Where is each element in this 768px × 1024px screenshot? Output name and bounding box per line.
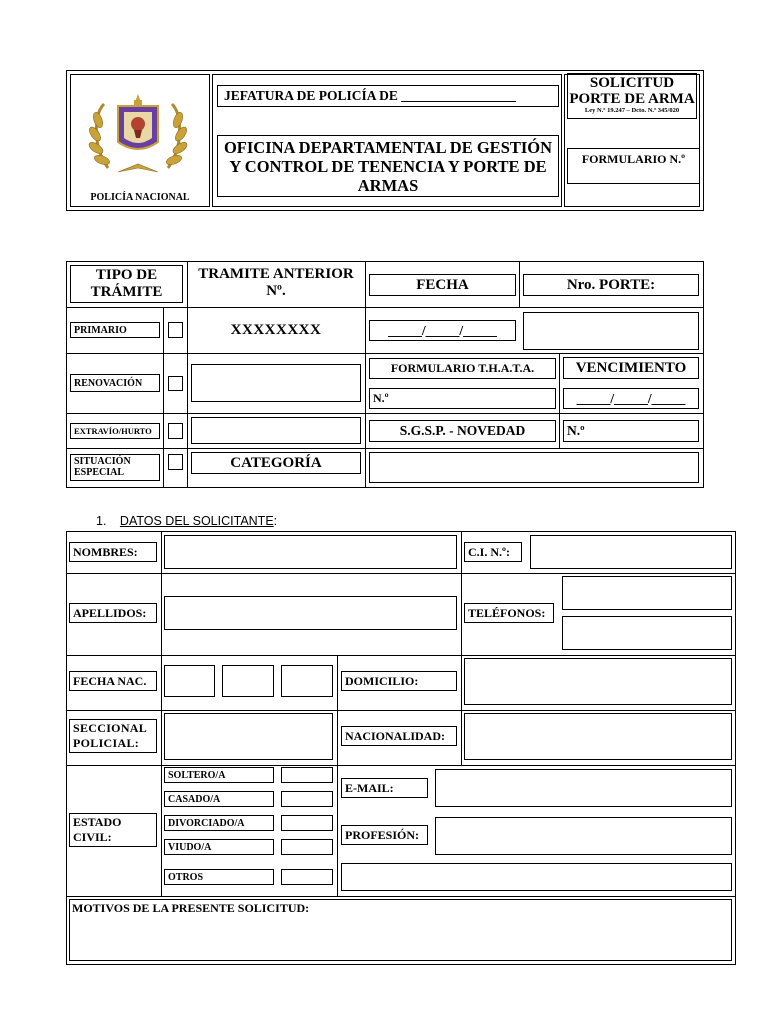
extravio-label: EXTRAVÍO/HURTO xyxy=(70,423,160,439)
motivos-label: MOTIVOS DE LA PRESENTE SOLICITUD: xyxy=(72,901,310,915)
nacionalidad-label: NACIONALIDAD: xyxy=(341,726,457,746)
solicitante-vrule xyxy=(161,531,162,896)
profesion-label: PROFESIÓN: xyxy=(341,825,428,845)
section-title-colon: : xyxy=(273,514,278,528)
renovacion-checkbox[interactable] xyxy=(168,376,183,391)
profesion-field[interactable] xyxy=(435,817,732,855)
section-title-text: DATOS DEL SOLICITANTE xyxy=(119,514,274,528)
tramite-vrule xyxy=(187,261,188,307)
vencimiento-field[interactable]: _____/_____/_____ xyxy=(563,388,699,409)
tramite-vrule xyxy=(365,261,366,488)
solicitante-rule xyxy=(66,573,736,574)
nombres-field[interactable] xyxy=(164,535,457,569)
fecha-nac-label: FECHA NAC. xyxy=(69,671,157,691)
telefono-1-field[interactable] xyxy=(562,576,732,610)
solicitud-subtitle: PORTE DE ARMA xyxy=(569,91,695,107)
fecha-header: FECHA xyxy=(369,274,516,296)
soltero-checkbox[interactable] xyxy=(281,767,333,783)
email-label: E-MAIL: xyxy=(341,778,428,798)
emblem-label: POLICÍA NACIONAL xyxy=(90,192,190,203)
formulario-number-box: FORMULARIO N.º xyxy=(567,148,700,184)
ley-reference: Ley N.º 19.247 – Dcto. N.º 345/020 xyxy=(584,107,680,114)
otros-checkbox[interactable] xyxy=(281,869,333,885)
solicitante-rule xyxy=(66,765,736,766)
solicitante-rule xyxy=(66,710,736,711)
telefonos-label: TELÉFONOS: xyxy=(464,603,554,623)
renovacion-label: RENOVACIÓN xyxy=(70,374,160,392)
fecha-nac-month-field[interactable] xyxy=(222,665,274,697)
seccional-field[interactable] xyxy=(164,713,333,760)
primario-label: PRIMARIO xyxy=(70,322,160,338)
tramite-vrule xyxy=(519,261,520,307)
tramite-anterior-header: TRAMITE ANTERIOR Nº. xyxy=(198,266,354,299)
divorciado-checkbox[interactable] xyxy=(281,815,333,831)
tramite-anterior-value: XXXXXXXX xyxy=(230,322,322,338)
solicitante-vrule xyxy=(461,531,462,765)
jefatura-field: JEFATURA DE POLICÍA DE _________________ xyxy=(217,85,559,107)
otros-field[interactable] xyxy=(341,863,732,891)
renovacion-field[interactable] xyxy=(191,364,361,402)
solicitud-title: SOLICITUD xyxy=(589,75,675,91)
sgsp-novedad-label: S.G.S.P. - NOVEDAD xyxy=(369,420,556,442)
extravio-checkbox[interactable] xyxy=(168,423,183,439)
primario-checkbox[interactable] xyxy=(168,322,183,338)
tramite-vrule xyxy=(559,353,560,413)
email-field[interactable] xyxy=(435,769,732,807)
tramite-vrule xyxy=(559,413,560,448)
categoria-label: CATEGORÍA xyxy=(191,452,361,474)
nro-porte-field[interactable] xyxy=(523,312,699,350)
solicitante-vrule xyxy=(337,655,338,896)
domicilio-field[interactable] xyxy=(464,658,732,705)
nro-porte-header: Nro. PORTE: xyxy=(523,274,699,296)
tramite-rule xyxy=(66,353,704,354)
viudo-checkbox[interactable] xyxy=(281,839,333,855)
tipo-tramite-header: TIPO DE TRÁMITE xyxy=(70,265,183,303)
office-title: OFICINA DEPARTAMENTAL DE GESTIÓN Y CONTROL DE TENENCIA Y PORTE DE ARMAS xyxy=(217,135,559,197)
tramite-rule xyxy=(66,413,704,414)
solicitante-rule xyxy=(66,896,736,897)
apellidos-field[interactable] xyxy=(164,596,457,630)
situacion-especial-label: SITUACIÓN ESPECIAL xyxy=(70,454,160,481)
nombres-label: NOMBRES: xyxy=(69,542,157,562)
tramite-rule xyxy=(66,448,704,449)
casado-checkbox[interactable] xyxy=(281,791,333,807)
tramite-vrule xyxy=(187,307,188,488)
categoria-field[interactable] xyxy=(369,452,699,483)
section-number: 1. xyxy=(96,514,107,528)
domicilio-label: DOMICILIO: xyxy=(341,671,457,691)
ci-label: C.I. N.º: xyxy=(464,542,522,562)
ci-field[interactable] xyxy=(530,535,732,569)
nacionalidad-field[interactable] xyxy=(464,713,732,760)
thata-number-field[interactable]: N.º xyxy=(369,388,556,409)
tramite-vrule xyxy=(163,307,164,488)
fecha-nac-year-field[interactable] xyxy=(281,665,333,697)
estado-civil-label: ESTADO CIVIL: xyxy=(69,813,157,847)
divorciado-option: DIVORCIADO/A xyxy=(164,815,274,831)
sgsp-number-field[interactable]: N.º xyxy=(563,420,699,442)
situacion-checkbox[interactable] xyxy=(168,454,183,470)
apellidos-label: APELLIDOS: xyxy=(69,603,157,623)
soltero-option: SOLTERO/A xyxy=(164,767,274,783)
section-title xyxy=(96,514,277,528)
vencimiento-label: VENCIMIENTO xyxy=(563,357,699,379)
tramite-rule xyxy=(66,307,704,308)
solicitante-rule xyxy=(66,655,736,656)
seccional-policial-label: SECCIONAL POLICIAL: xyxy=(69,719,157,753)
police-emblem-icon xyxy=(88,90,188,178)
casado-option: CASADO/A xyxy=(164,791,274,807)
otros-option: OTROS xyxy=(164,869,274,885)
fecha-field[interactable]: _____/_____/_____ xyxy=(369,320,516,341)
fecha-nac-day-field[interactable] xyxy=(164,665,215,697)
telefono-2-field[interactable] xyxy=(562,616,732,650)
extravio-field[interactable] xyxy=(191,417,361,444)
viudo-option: VIUDO/A xyxy=(164,839,274,855)
formulario-thata-label: FORMULARIO T.H.A.T.A. xyxy=(369,358,556,379)
